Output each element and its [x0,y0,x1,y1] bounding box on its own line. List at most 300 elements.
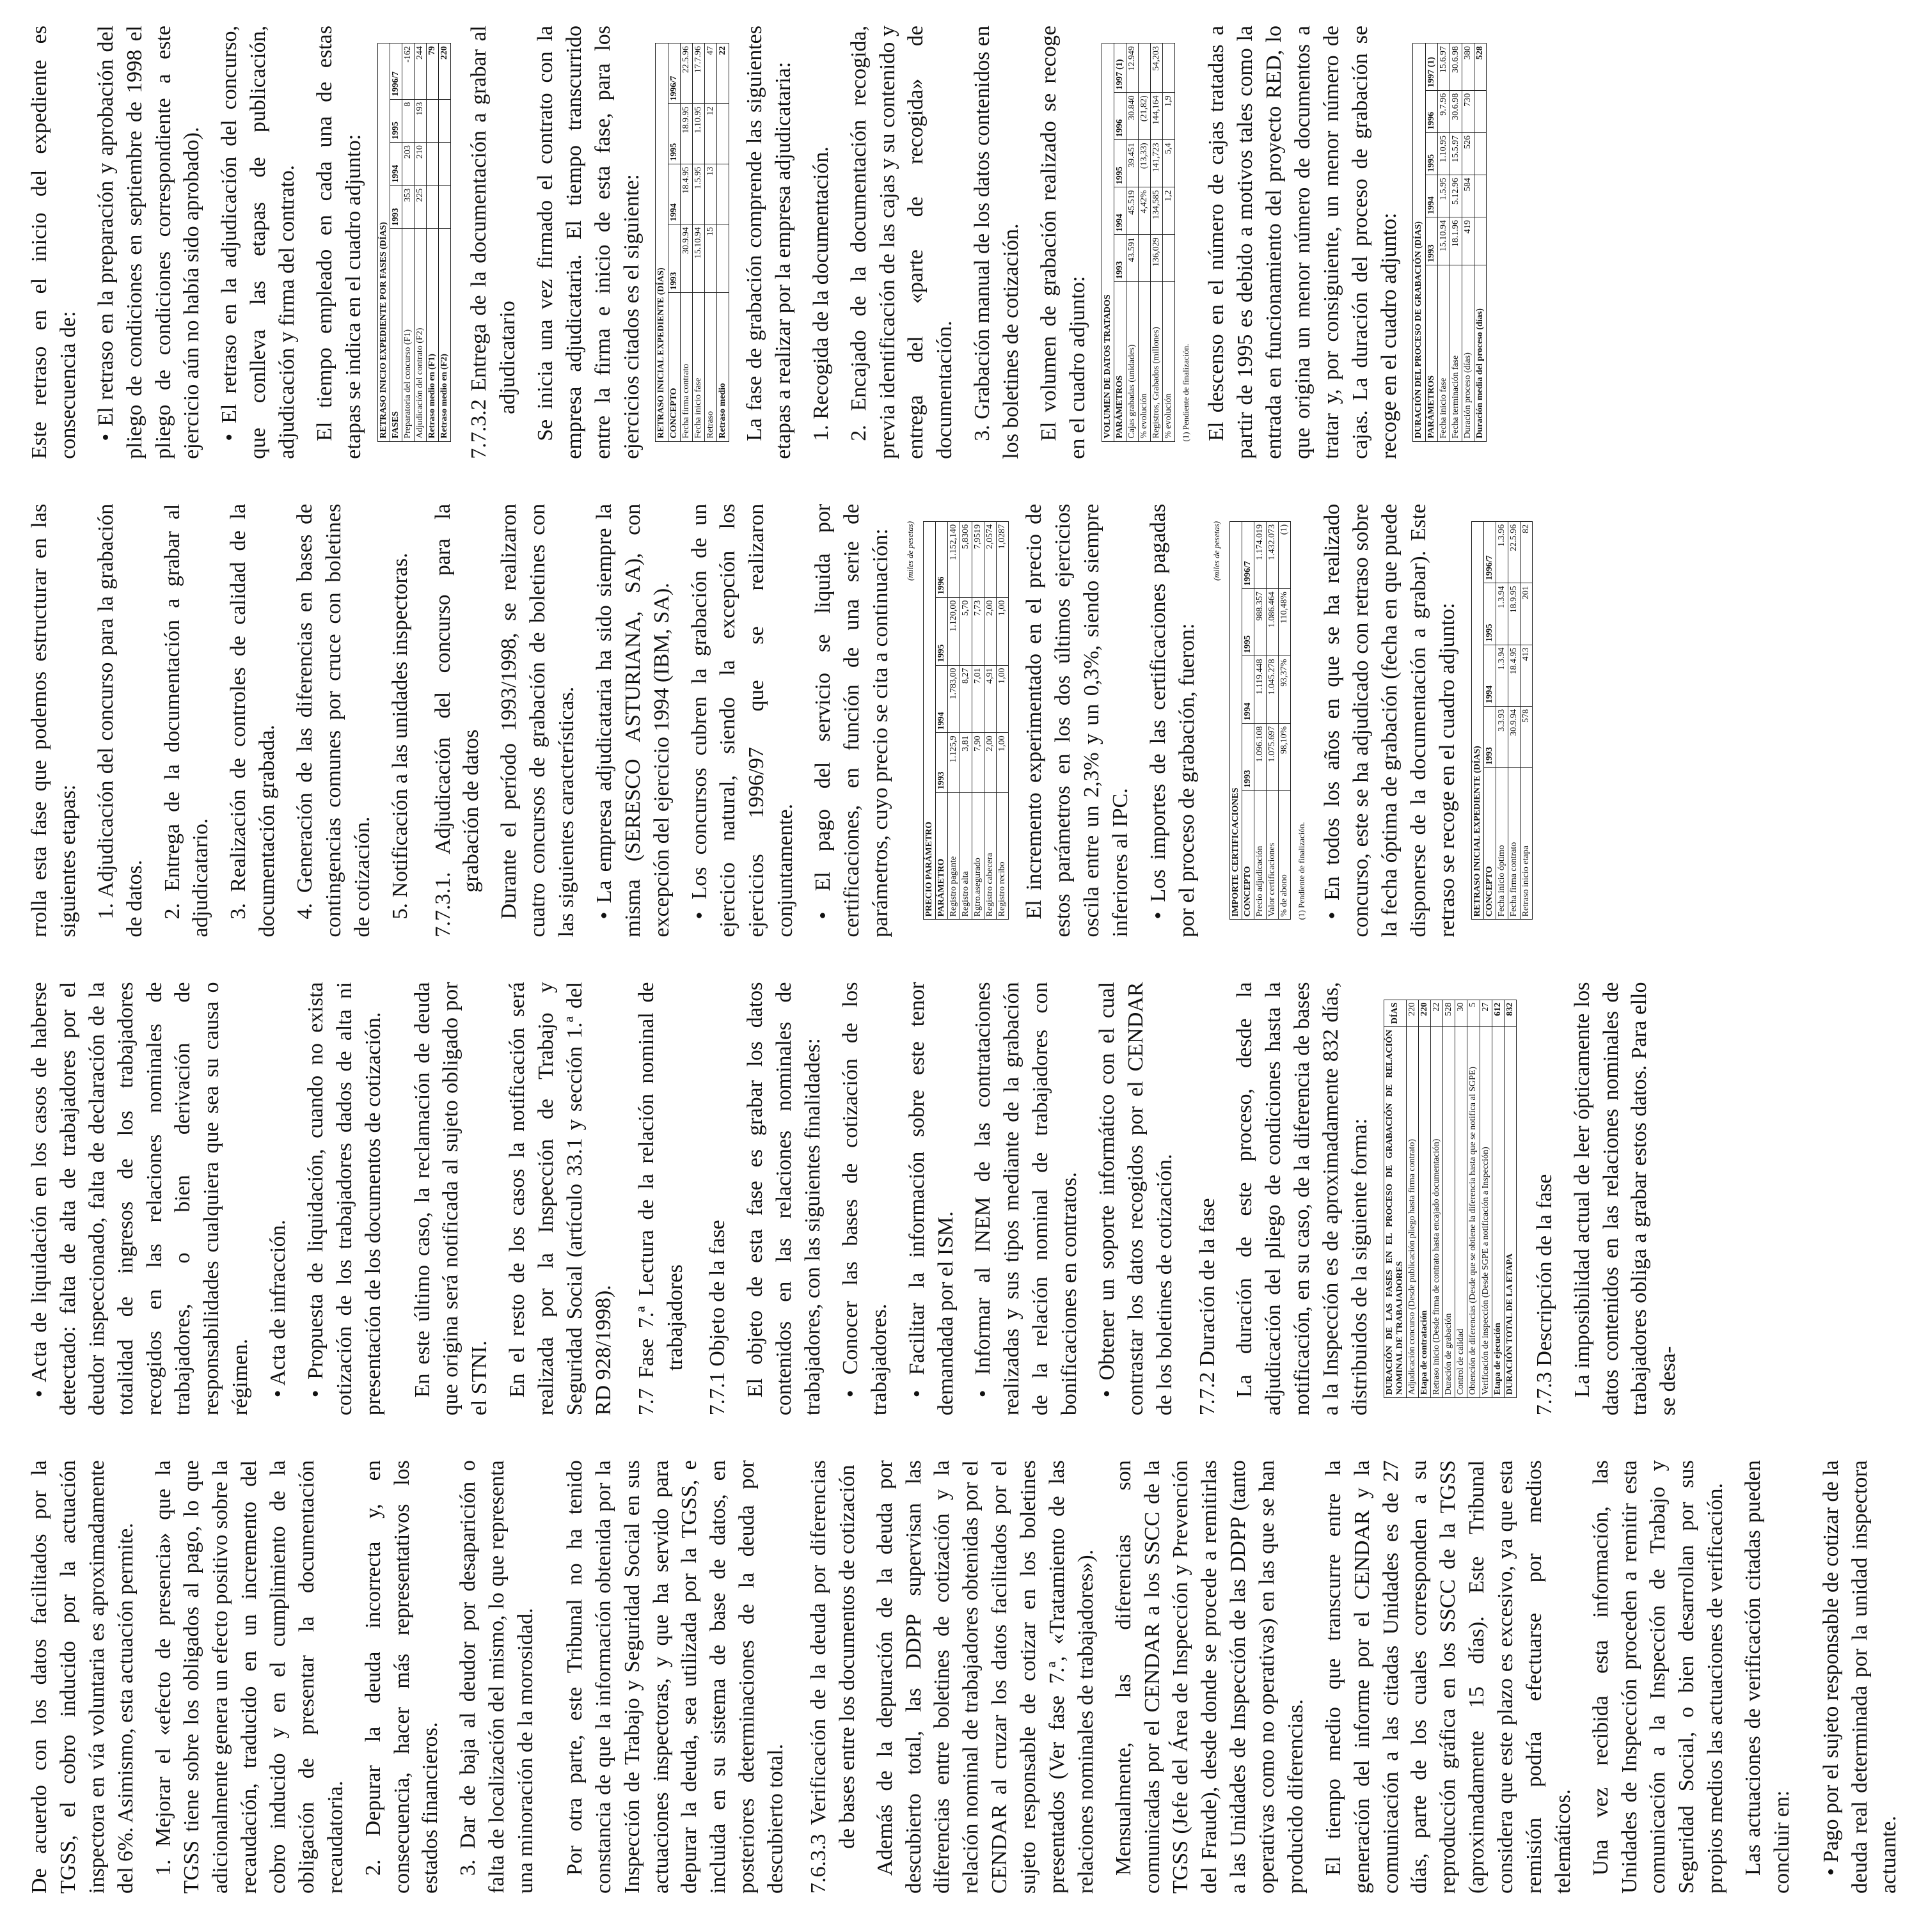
table-row [1437,43,1450,442]
table-cell: Retraso [704,293,716,441]
table-header-cell: 1993 [1242,723,1254,790]
table-header-cell: 1994 [935,665,947,733]
table-cell: 5,4 [1163,140,1175,187]
table-header-cell: PARÁMETROS [1425,265,1437,441]
table-header-cell: 1996/7 [1242,521,1254,588]
table-header-cell: 1995 [1425,132,1437,175]
table-row [960,521,972,920]
table-cell: 27 [1480,1000,1492,1026]
table-cell: Preparatoria del concurso (F1) [402,229,414,441]
table-cell: 47 [704,43,716,104]
table-cell: Registro pagante [947,792,960,920]
table-row [1474,43,1486,442]
table-cell: 144,164 [1151,93,1163,140]
table-cell: 1.5.95 [1437,175,1450,217]
table-caption: RETRASO INICIO EXPEDIENTE POR FASES (DÍAS) [377,43,390,442]
table-header-cell: 1996/7 [1483,521,1496,583]
table-row [1443,1000,1455,1398]
table-cell: 15 [704,224,716,293]
table-cell: 7,90 [972,733,984,792]
table-cell: Adjudicación del contrato (F2) [414,229,426,441]
table-cell: DURACIÓN TOTAL DE LA ETAPA [1504,1027,1516,1398]
table-cell: Cajas grabadas (unidades) [1126,282,1138,441]
table-cell: Etapa de contratación [1419,1027,1431,1398]
table-cell: 413 [1521,645,1533,706]
numbered-item: 3. Realización de controles de calidad de la documentación grabada. [226,503,280,938]
table-cell: 30 [1455,1000,1467,1026]
table-row [947,521,960,920]
numbered-item: 4. Generación de las diferencias en bases de contingencias comunes por cruce con boletines de cotización. [293,503,374,938]
table-cell: Valor certificaciones [1267,790,1279,920]
table-cell: 5,70 [960,597,972,665]
numbered-item: 2. Entrega de la documentación a grabar al adjudicatario. [160,503,213,938]
bullet-item: • Los importes de las certificaciones pagadas por el proceso de grabación, fueron: [1144,504,1202,938]
table-cell: 2,0574 [984,521,997,597]
table-header-cell: 1994 [1242,656,1254,723]
table-cell: (1) [1279,521,1291,588]
numbered-item: 1. Mejorar el «efecto de presencia» que la TGSS tiene sobre los obligados al pago, lo que adicionalmente genera un efecto positivo sobre la recaudación, traducido en un incremento del cobro inducido y en el cumplimiento de la obligación de presentar la documentación recaudatoria. [151,1460,347,1894]
table-cell: 5,8306 [960,521,972,597]
table-cell: 98,10% [1279,723,1291,790]
numbered-item: 2. Depurar la deuda incorrecta y, en consecuencia, hacer más representativos los estados financieros. [361,1460,443,1894]
table-cell: Precio adjudicación [1254,790,1267,920]
table-header-cell: 1996 [935,521,947,597]
table-row [1450,43,1462,442]
table-cell: 12.949 [1126,43,1138,93]
table-row [1462,43,1474,442]
table-unit: (miles de pesetas) [1211,521,1221,581]
table-header-cell: 1993 [390,185,402,229]
table-header-cell: FASES [390,229,402,441]
table-cell [439,185,451,229]
table-cell: Registros, Grabados (millones) [1151,282,1163,441]
paragraph: En el resto de los casos la notificación será realizada por la Inspección de Trabajo y Seguridad Social (artículo 33.1 y sección 1.ª del RD 928/1998). [505,982,615,1416]
table-cell: 1,2 [1163,187,1175,235]
bullet-item: • El retraso en la preparación y aprobación del pliego de condiciones en septiembre de 1998 el pliego de condiciones correspondiente a este ejercicio aún no había sido aprobado). [92,26,207,459]
table-cell: 9.7.96 [1437,90,1450,132]
table-cell: 4,42% [1138,187,1150,235]
section-heading: 7.7.3.2 Entrega de la documentación a grabar al adjudicatario [467,26,520,459]
table-cell: Duración de grabación [1443,1027,1455,1398]
table-cell: % evolución [1138,282,1150,441]
table-caption: PRECIO PARÁMETRO [923,521,935,920]
table-cell [427,185,439,229]
table-cell: 1.783,00 [947,665,960,733]
table-header-cell: 1993 [1483,706,1496,767]
table-cell: 30.840 [1126,93,1138,140]
table-header-cell: 1994 [1425,175,1437,217]
table-cell: Verificación de inspección (Desde SGPE a notificación a Inspección) [1480,1027,1492,1398]
table-cell: 110,48% [1279,589,1291,656]
table-cell: 380 [1462,43,1474,91]
table-cell: Fecha inicio fase [1437,265,1450,441]
parameter-price-table [923,521,1009,920]
table-cell: 1.5.95 [692,164,704,224]
table-cell: 1,00 [997,597,1009,665]
table-cell: 1.125,9 [947,733,960,792]
table-row [1151,43,1163,442]
table-row [680,43,692,442]
table-cell [1138,43,1150,93]
table-cell [427,143,439,186]
table-row [704,43,716,442]
table-cell: 15.5.97 [1450,132,1462,175]
table-cell: 18.9.95 [680,104,692,164]
table-header-cell: 1995 [1483,583,1496,645]
table-cell: Control de calidad [1455,1027,1467,1398]
table-cell: 1.120,00 [947,597,960,665]
table-row [1455,1000,1467,1398]
paragraph: La fase de grabación comprende las siguientes etapas a realizar por la empresa adjudicataria: [743,26,795,459]
table-header-cell: PARÁMETRO [935,792,947,920]
table-cell: Duración media del proceso (días) [1474,265,1486,441]
paragraph: La duración de este proceso, desde la adjudicación del pliego de condiciones hasta la notificación, en su caso, de la diferencia de bases a la Inspección es de aproximadamente 832 días, distribuidos de la siguiente forma: [1233,982,1371,1416]
table-cell: Fecha firma contrato [680,293,692,441]
table-cell: -162 [402,43,414,99]
paragraph: Además de la depuración de la deuda por descubierto total, las DDPP supervisan las diferencias entre boletines de cotización y la relación nominal de trabajadores obtenidas por el CENDAR al cruzar los datos facilitados por el sujeto responsable de cotizar en los boletines presentados (Ver fase 7.ª, «Tratamiento de las relaciones nominales de trabajadores»). [873,1460,1098,1894]
table-cell: 18.1.96 [1450,217,1462,265]
table-cell: 18.9.95 [1508,583,1521,645]
table-cell: 39.451 [1126,140,1138,187]
table-cell: 419 [1462,217,1474,265]
bullet-item: • Acta de liquidación en los casos de haberse detectado: falta de alta de trabajadores por el deudor inspeccionado, falta de declaración de la totalidad de ingresos de los trabajadores recogidos en las relaciones nominales de trabajadores, o bien derivación de responsabilidades cualquiera que sea su causa o régimen. [26,982,255,1416]
table-row [1126,43,1138,442]
table-header-cell: 1993 [935,733,947,792]
certification-amount-table [1229,521,1291,920]
table-cell: 30.6.98 [1450,90,1462,132]
table-cell: 612 [1492,1000,1504,1026]
table-cell: 1.086.464 [1267,589,1279,656]
table-cell: 30.9.94 [1508,706,1521,767]
table-row [1138,43,1150,442]
table-cell: 13 [704,164,716,224]
table-cell: 43.591 [1126,235,1138,282]
table-note: (1) Pendiente de finalización. [1181,343,1191,442]
table-row [414,43,426,442]
table-cell: (13,33) [1138,140,1150,187]
table-cell [1474,175,1486,217]
paragraph: La imposibilidad actual de leer ópticamente los datos contenidos en las relaciones nominales de trabajadores obliga a grabar estos datos. Para ello se desa- [1570,982,1680,1416]
table-cell: 1,00 [997,665,1009,733]
table-cell [1474,132,1486,175]
delay-by-phase-table [377,43,452,442]
table-cell [439,143,451,186]
table-header-cell: 1994 [1114,187,1126,235]
numbered-item: 3. Dar de baja al deudor por desaparición o falta de localización del mismo, lo que representa una minoración de la morosidad. [456,1460,537,1894]
paragraph: De acuerdo con los datos facilitados por la TGSS, el cobro inducido por la actuación inspectora en vía voluntaria es aproximadamente del 6%. Asimismo, esta actuación permite. [28,1460,138,1894]
table-cell: Etapa de ejecución [1492,1027,1504,1398]
paragraph: rrolla esta fase que podemos estructurar en las siguientes etapas: [28,503,80,938]
table-row [1431,1000,1443,1398]
table-row [1254,521,1267,920]
table-cell: 17.7.96 [692,43,704,104]
table-cell: Retraso medio [716,293,729,441]
table-row [1419,1000,1431,1398]
table-row [692,43,704,442]
table-cell: 832 [1504,1000,1516,1026]
table-header-cell: DURACIÓN DE LAS FASES EN EL PROCESO DE GRABACIÓN DE RELACIÓN NOMINAL DE TRABAJADORES [1384,1027,1406,1398]
table-cell: 5 [1467,1000,1480,1026]
table-cell: 1,9 [1163,93,1175,140]
table-row [427,43,439,442]
table-cell: 1.075.697 [1267,723,1279,790]
table-cell: Duración proceso (días) [1462,265,1474,441]
bullet-item: • Acta de infracción. [264,982,293,1416]
table-cell [716,104,729,164]
table-cell: 1.10.95 [692,104,704,164]
table-row [997,521,1009,920]
bullet-item: • Propuesta de liquidación, cuando no exista cotización de los trabajadores dados de alta ni presentación de los documentos de cotización. [302,982,388,1416]
table-header-cell: 1996 [1114,93,1126,140]
table-note: (1) Pendiente de finalización. [1297,822,1307,920]
table-cell: Retraso medio en (F2) [439,229,451,441]
table-cell: 526 [1462,132,1474,175]
table-cell: 30.9.94 [680,224,692,293]
table-cell: 220 [439,43,451,99]
table-header-cell: 1994 [668,164,680,224]
table-cell [716,224,729,293]
table-header-cell: 1997 (1) [1425,43,1437,91]
table-caption: RETRASO INICIAL EXPEDIENTE (DÍAS) [656,43,668,442]
data-volume-table [1102,43,1176,442]
table-cell [1163,235,1175,282]
table-cell: 18.4.95 [680,164,692,224]
table-cell: 244 [414,43,426,99]
table-cell: (21,82) [1138,93,1150,140]
paragraph: Este retraso en el inicio del expediente es consecuencia de: [28,26,80,459]
table-cell: 225 [414,185,426,229]
paragraph: Se inicia una vez firmado el contrato con la empresa adjudicataria. El tiempo transcurrido entre la firma e inicio de esta fase, para los ejercicios citados es el siguiente: [533,26,644,459]
table-row [1267,521,1279,920]
table-cell: 82 [1521,521,1533,583]
table-cell: Registro cabecera [984,792,997,920]
paragraph: Una vez recibida esta información, las Unidades de Inspección proceden a remitir esta comunicación a la Inspección de Trabajo y Seguridad Social, o bien desarrollan por sus propios medios las actuaciones de verificación. [1588,1460,1728,1894]
table-cell: 15.10.94 [692,224,704,293]
table-header-cell: 1996/7 [668,43,680,104]
bullet-item: • Conocer las bases de cotización de los trabajadores. [837,982,894,1416]
table-cell: 528 [1474,43,1486,91]
table-row [1492,1000,1504,1398]
table-cell: 1.119.448 [1254,656,1267,723]
table-cell: Retraso inicio etapa [1521,768,1533,920]
table-cell: 22 [1431,1000,1443,1026]
table-cell: 7,9519 [972,521,984,597]
table-row [1163,43,1175,442]
table-cell: 584 [1462,175,1474,217]
column-2 [26,982,1912,1416]
table-header-cell: 1995 [935,597,947,665]
table-cell: 1.174.019 [1254,521,1267,588]
table-cell: 8,27 [960,665,972,733]
table-cell: 45.519 [1126,187,1138,235]
table-header-cell: 1995 [1242,589,1254,656]
table-cell: 15.6.97 [1437,43,1450,91]
paragraph: El incremento experimentado en el precio de estos parámetros en los dos últimos ejercicios oscila entre un 2,3% y un 0,3%, siendo siempre inferiores al IPC. [1022,503,1133,938]
paragraph: El tiempo medio que transcurre entre la generación del informe por el CENDAR y la comunicación a las citadas Unidades es de 27 días, parte de los cuales corresponden a su reproducción gráfica en los SSCC de la TGSS (aproximadamente 15 días). Este Tribunal considera que este plazo es excesivo, ya que esta remisión podría efectuarse por medios telemáticos. [1321,1460,1575,1894]
paragraph: Por otra parte, este Tribunal no ha tenido constancia de que la información obtenida por la Inspección de Trabajo y Seguridad Social en sus actuaciones inspectoras, y que ha servido para depurar la deuda, sea utilizada por la TGSS, e incluida en su sistema de base de datos, en posteriores determinaciones de la deuda por descubierto total. [562,1460,787,1894]
delivery-delay-table [655,43,729,442]
table-cell: % de abono [1279,790,1291,920]
bullet-item: • La empresa adjudicataria ha sido siempre la misma (SERESCO ASTURIANA, SA), con excepción del ejercicio 1994 (IBM, SA). [590,504,677,938]
table-cell: 220 [1419,1000,1431,1026]
table-cell: 1.432.073 [1267,521,1279,588]
table-header-cell: 1993 [1425,217,1437,265]
paragraph: El descenso en el número de cajas tratadas a partir de 1995 es debido a motivos tales como la entrada en funcionamiento del proyecto RED, lo que origina un menor número de documentos a tratar y, por consiguiente, un menor número de cajas. La duración del proceso de grabación se recoge en el cuadro adjunto: [1205,26,1401,459]
column-1 [26,1460,1912,1894]
initial-delay-table [1471,521,1533,920]
table-cell: 5.12.96 [1450,175,1462,217]
table-row [1279,521,1291,920]
table-cell [1474,217,1486,265]
table-header-cell: 1996 [1425,90,1437,132]
table-cell: 3.3.93 [1496,706,1508,767]
bullet-item: • El retraso en la adjudicación del concurso, que conlleva las etapas de publicación, adjudicación y firma del contrato. [216,26,302,459]
table-cell: 1.3.94 [1496,583,1508,645]
table-cell: 1.3.96 [1496,521,1508,583]
table-cell: Adjudicación concurso (Desde publicación pliego hasta firma contrato) [1406,1027,1418,1398]
table-cell: Rgtro.asegurado [972,792,984,920]
table-header-cell: 1997 (1) [1114,43,1126,93]
table-cell: 7,01 [972,665,984,733]
table-cell: 54,203 [1151,43,1163,93]
table-cell: Registro alta [960,792,972,920]
table-header-cell: 1995 [390,99,402,143]
paragraph: El objeto de esta fase es grabar los datos contenidos en las relaciones nominales de trabajadores, con las siguientes finalidades: [743,982,825,1416]
table-cell: % evolución [1163,282,1175,441]
table-row [1406,1000,1418,1398]
table-cell [1138,235,1150,282]
section-heading: 7.7.1 Objeto de la fase [706,1220,730,1416]
bullet-item: • Los concursos cubren la grabación de un ejercicio natural, siendo la excepción los ejercicios 1996/97 que se realizaron conjuntamente. [686,504,801,938]
table-cell: 1.096.108 [1254,723,1267,790]
table-cell: 18.4.95 [1508,645,1521,706]
column-4 [26,26,1912,459]
table-row [984,521,997,920]
bullet-item: • Pago por el sujeto responsable de cotizar de la deuda real determinada por la unidad inspectora actuante. [1817,1460,1904,1894]
table-header-cell: DÍAS [1384,1000,1406,1026]
table-cell: 1.152,140 [947,521,960,597]
table-header-cell: 1994 [390,143,402,186]
recording-duration-table [1412,43,1487,442]
phase-duration-table [1384,1000,1517,1399]
section-heading: 7.7.2 Duración de la fase [1195,1198,1219,1416]
table-cell: Fecha terminación fase [1450,265,1462,441]
table-cell: 15.10.94 [1437,217,1450,265]
table-cell: 22.5.96 [680,43,692,104]
table-cell: 203 [402,143,414,186]
table-unit: (miles de pesetas) [905,521,915,581]
bullet-item: • Facilitar la información sobre este tenor demandada por el ISM. [903,982,961,1416]
table-header-cell: 1996/7 [390,43,402,99]
table-header-cell: CONCEPTO [1242,790,1254,920]
table-cell: 988.357 [1254,589,1267,656]
table-caption: VOLUMEN DE DATOS TRATADOS [1102,43,1114,442]
table-row [716,43,729,442]
table-row [1467,1000,1480,1398]
column-3 [26,504,1912,938]
numbered-item: 2. Encajado de la documentación recogida, previa identificación de las cajas y su contenido y entrega del «parte de recogida» de documentación. [846,26,957,459]
table-row [1521,521,1533,920]
numbered-item: 1. Recogida de la documentación. [809,146,833,441]
table-row [972,521,984,920]
table-row [1496,521,1508,920]
table-header-cell: 1995 [1114,140,1126,187]
table-cell: 141,723 [1151,140,1163,187]
table-cell: Retraso inicio (Desde firma de contrato hasta encajado documentación) [1431,1027,1443,1398]
table-cell: 353 [402,185,414,229]
table-cell: 193 [414,99,426,143]
table-cell [1163,43,1175,93]
table-cell: 22 [716,43,729,104]
table-caption: RETRASO INICIAL EXPEDIENTE (DÍAS) [1471,521,1483,920]
bullet-item: • El pago del servicio se liquida por certificaciones, en función de una serie de parámetros, cuyo precio se cita a continuación: [809,504,896,938]
numbered-item: 5. Notificación a las unidades inspectoras. [388,553,412,920]
table-header-cell: PARÁMETROS [1114,282,1126,441]
section-heading: 7.7.3 Descripción de la fase [1532,1174,1556,1416]
table-cell: 136,029 [1151,235,1163,282]
table-cell: Retraso medio en (F1) [427,229,439,441]
section-heading: 7.6.3.3 Verificación de la deuda por diferencias de bases entre los documentos de cotización [806,1460,859,1894]
table-cell: 1.3.94 [1496,645,1508,706]
table-cell [716,164,729,224]
table-row [439,43,451,442]
table-cell: 134,585 [1151,187,1163,235]
paragraph: Las actuaciones de verificación citadas pueden concluir en: [1741,1460,1794,1894]
table-cell: 1.10.95 [1437,132,1450,175]
table-cell: 8 [402,99,414,143]
table-cell: 1,0287 [997,521,1009,597]
table-cell: 2,00 [984,597,997,665]
paragraph: Durante el período 1993/1998, se realizaron cuatro concursos de grabación de boletines con las siguientes características. [497,503,578,938]
table-cell: 210 [414,143,426,186]
table-cell: Registro recibo [997,792,1009,920]
table-cell: 1.045.278 [1267,656,1279,723]
table-cell: 12 [704,104,716,164]
paragraph: Mensualmente, las diferencias son comunicadas por el CENDAR a los SSCC de la TGSS (Jefe del Área de Inspección y Prevención del Fraude), desde donde se procede a remitirlas a las Unidades de Inspección de las DDPP (tanto operativas como no operativas) en las que se han producido diferencias. [1111,1460,1308,1894]
table-header-cell: 1995 [668,104,680,164]
paragraph: El tiempo empleado en cada una de estas etapas se indica en el cuadro adjunto: [312,26,365,459]
table-cell: Fecha inicio fase [692,293,704,441]
table-cell: 578 [1521,706,1533,767]
section-heading: 7.7.3.1. Adjudicación del concurso para la grabación de datos [431,503,484,938]
bullet-item: • Obtener un soporte informático con el cual contrastar los datos recogidos por el CENDAR de los boletines de cotización. [1093,982,1180,1416]
table-cell: 1,00 [997,733,1009,792]
table-cell: Fecha inicio óptimo [1496,768,1508,920]
paragraph: En este último caso, la reclamación de deuda que origina será notificada al sujeto obligado por el STNI. [410,982,492,1416]
table-cell: 30.6.98 [1450,43,1462,91]
table-cell: 201 [1521,583,1533,645]
table-header-cell: 1993 [1114,235,1126,282]
section-heading: 7.7 Fase 7.ª Lectura de la relación nominal de trabajadores [634,982,687,1416]
bullet-item: • Informar al INEM de las contrataciones realizadas y sus tipos mediante de la grabación de la relación nominal de trabajadores con bonificaciones en contratos. [969,982,1084,1416]
table-cell: 4,91 [984,665,997,733]
table-cell: 528 [1443,1000,1455,1026]
table-header-cell: 1994 [1483,645,1496,706]
table-cell: 730 [1462,90,1474,132]
bullet-item: • En todos los años en que se ha realizado concurso, este se ha adjudicado con retraso sobre la fecha óptima de grabación (fecha en que puede disponerse de la documentación a grabar). Este retraso se recoge en el cuadro adjunto: [1318,504,1462,938]
numbered-item: 1. Adjudicación del concurso para la grabación de datos. [93,503,146,938]
table-caption: IMPORTE CERTIFICACIONES [1229,521,1242,920]
table-row [1480,1000,1492,1398]
table-cell: 7,73 [972,597,984,665]
table-cell: 22.5.96 [1508,521,1521,583]
table-row [1504,1000,1516,1398]
table-cell [1474,90,1486,132]
table-cell: Obtención de diferencias (Desde que se obtiene la diferencia hasta que se notifica al SGPE) [1467,1027,1480,1398]
table-cell [427,99,439,143]
table-header-cell: CONCEPTO [1483,768,1496,920]
table-caption: DURACIÓN DEL PROCESO DE GRABACIÓN (DÍAS) [1413,43,1425,442]
